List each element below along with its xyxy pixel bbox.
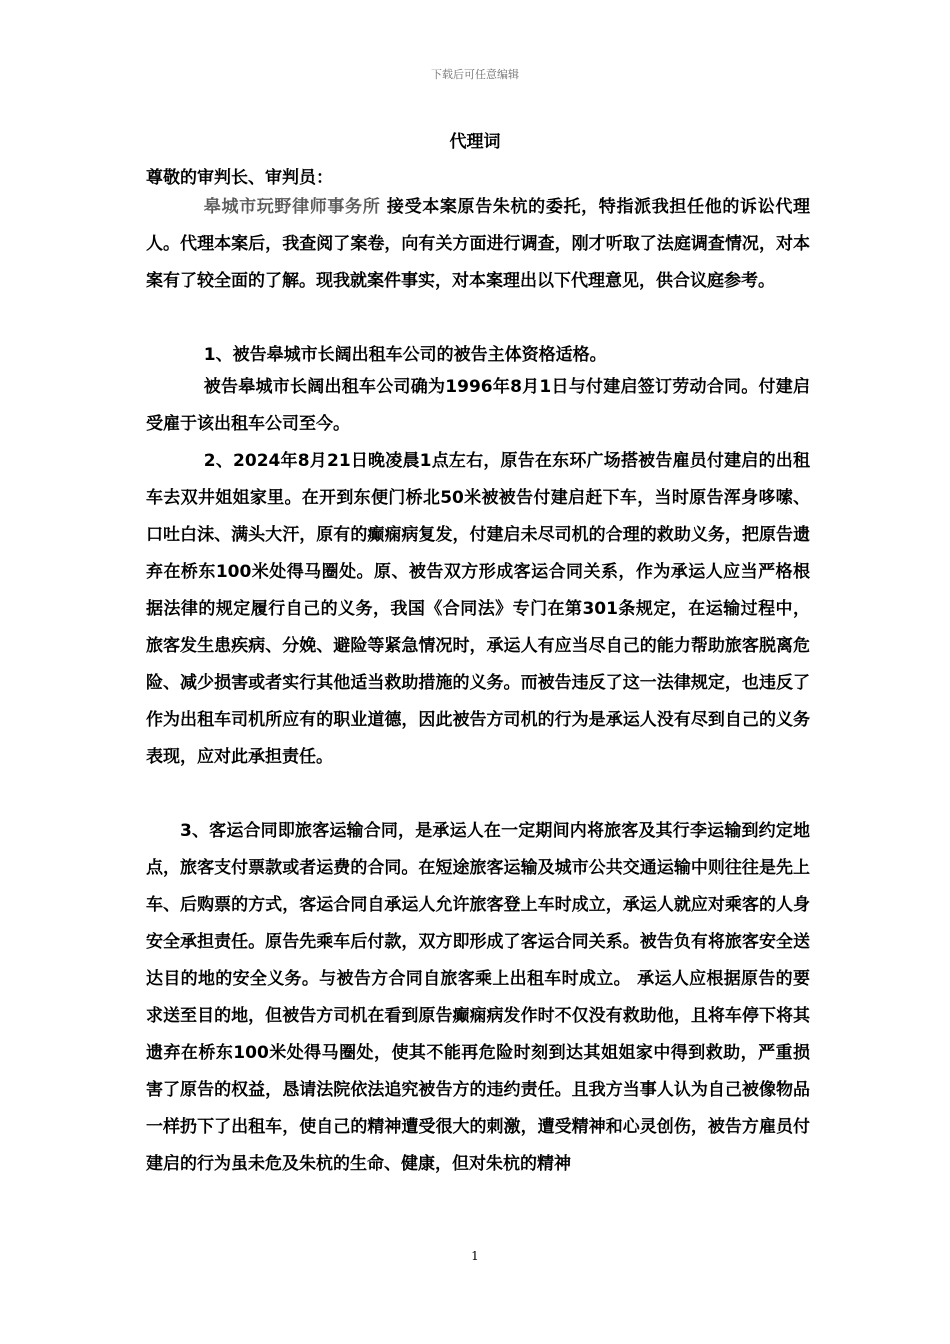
header-note: 下载后可任意编辑: [431, 68, 519, 81]
point-3-paragraph: 3、客运合同即旅客运输合同，是承运人在一定期间内将旅客及其行李运输到约定地点，旅客支付票款或者运费的合同。在短途旅客运输及城市公共交通运输中则往往是先上车、后购票的方式，客运合同自承运人允许旅客登上车时成立，承运人就应对乘客的人身安全承担责任。原告先乘车后付款，双方即形成了客运合同关系。被告负有将旅客安全送达目的地的安全义务。与被告方合同自旅客乘上出租车时成立。 承运人应根据原告的要求送至目的地，但被告方司机在看到原告癫痫病发作时不仅没有救助他，且将车停下将其遗弃在桥东100米处得马圈处，使其不能再危险时刻到达其姐姐家中得到救助，严重损害了原告的权益，恳请法院依法追究被告方的违约责任。且我方当事人认为自己被像物品一样扔下了出租车，使自己的精神遭受很大的刺激，遭受精神和心灵创伤，被告方雇员付建启的行为虽未危及朱杭的生命、健康，但对朱杭的精神: [146, 821, 810, 1174]
law-firm-name: 皋城市玩野律师事务所: [203, 197, 381, 217]
point-1-heading: 1、被告皋城市长阔出租车公司的被告主体资格适格。: [203, 345, 607, 365]
intro-text: 接受本案原告朱杭的委托，特指派我担任他的诉讼代理人。代理本案后，我查阅了案卷，向有关方面进行调查，刚才听取了法庭调查情况，对本案有了较全面的了解。现我就案件事实，对本案理出以下代理意见，供合议庭参考。: [146, 197, 811, 291]
intro-paragraph: [146, 189, 810, 300]
salutation: 尊敬的审判长、审判员：: [146, 168, 333, 188]
point-2-paragraph: 2、2024年8月21日晚凌晨1点左右，原告在东环广场搭被告雇员付建启的出租车去双井姐姐家里。在开到东便门桥北50米被被告付建启赶下车，当时原告浑身哆嗦、口吐白沫、满头大汗，原有的癫痫病复发，付建启未尽司机的合理的救助义务，把原告遗弃在桥东100米处得马圈处。原、被告双方形成客运合同关系，作为承运人应当严格根据法律的规定履行自己的义务，我国《合同法》专门在第301条规定，在运输过程中，旅客发生患疾病、分娩、避险等紧急情况时，承运人有应当尽自己的能力帮助旅客脱离危险、减少损害或者实行其他适当救助措施的义务。而被告违反了这一法律规定，也违反了作为出租车司机所应有的职业道德，因此被告方司机的行为是承运人没有尽到自己的义务表现，应对此承担责任。: [146, 451, 810, 767]
page-title: 代理词: [449, 132, 501, 152]
page-number: 1: [471, 1249, 479, 1263]
point-1-body: 被告皋城市长阔出租车公司确为1996年8月1日与付建启签订劳动合同。付建启受雇于该出租车公司至今。: [146, 377, 810, 434]
